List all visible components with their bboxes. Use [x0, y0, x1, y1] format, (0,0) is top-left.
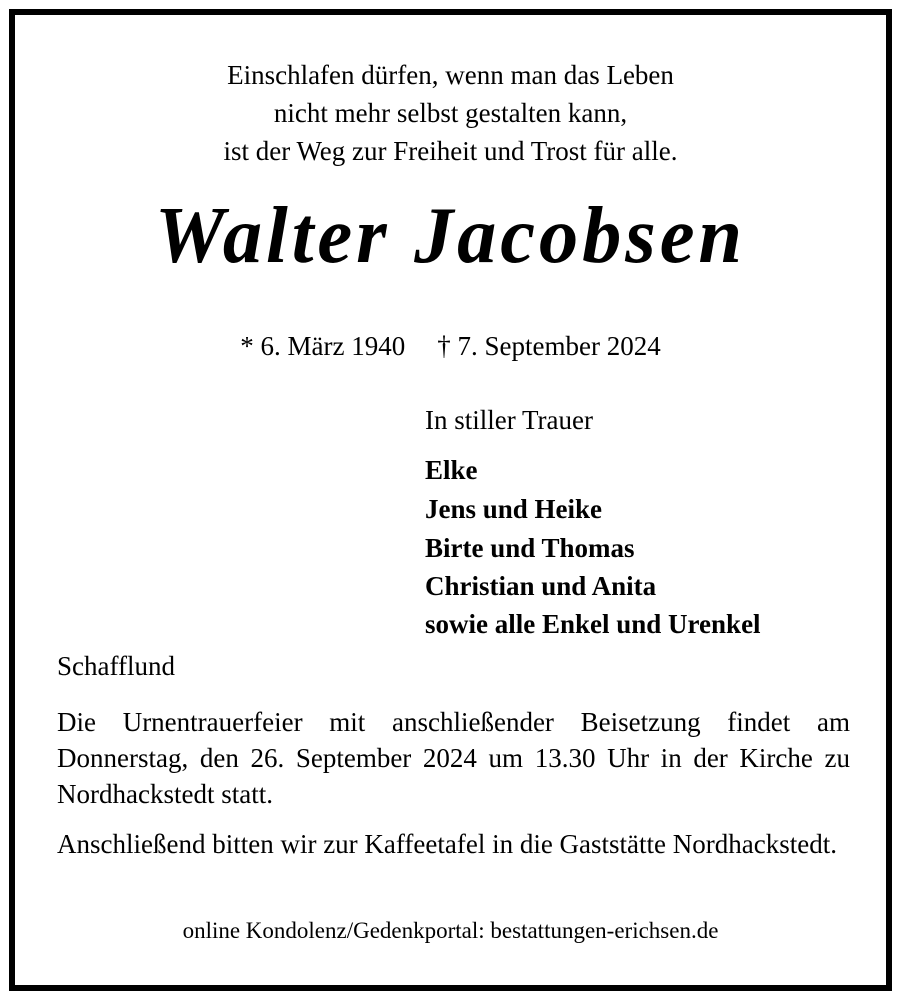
verse-line-1: Einschlafen dürfen, wenn man das Leben	[227, 60, 674, 90]
reception-text: Anschließend bitten wir zur Kaffeetafel in die Gaststätte Nordhackstedt.	[57, 829, 837, 859]
mourner-3: Birte und Thomas	[425, 533, 635, 563]
verse-line-3: ist der Weg zur Freiheit und Trost für alle.	[223, 136, 678, 166]
deceased-name: Walter Jacobsen	[155, 192, 746, 280]
mourning-intro: In stiller Trauer	[425, 405, 593, 435]
mourner-2: Jens und Heike	[425, 494, 603, 524]
ceremony-text: Die Urnentrauerfeier mit anschließender Beisetzung findet am Donnerstag, den 26. September 2024 um 13.30 Uhr in der Kirche zu Nordhackstedt statt.	[57, 707, 850, 809]
place: Schafflund	[57, 651, 175, 681]
condolence-portal: online Kondolenz/Gedenkportal: bestattungen-erichsen.de	[182, 918, 719, 943]
verse-line-2: nicht mehr selbst gestalten kann,	[273, 98, 628, 128]
mourner-5: sowie alle Enkel und Urenkel	[425, 609, 761, 639]
mourner-1: Elke	[425, 455, 478, 485]
death-date: † 7. September 2024	[437, 331, 661, 361]
birth-date: * 6. März 1940	[240, 331, 406, 361]
life-dates	[0, 328, 901, 364]
mourner-4: Christian und Anita	[425, 571, 657, 601]
